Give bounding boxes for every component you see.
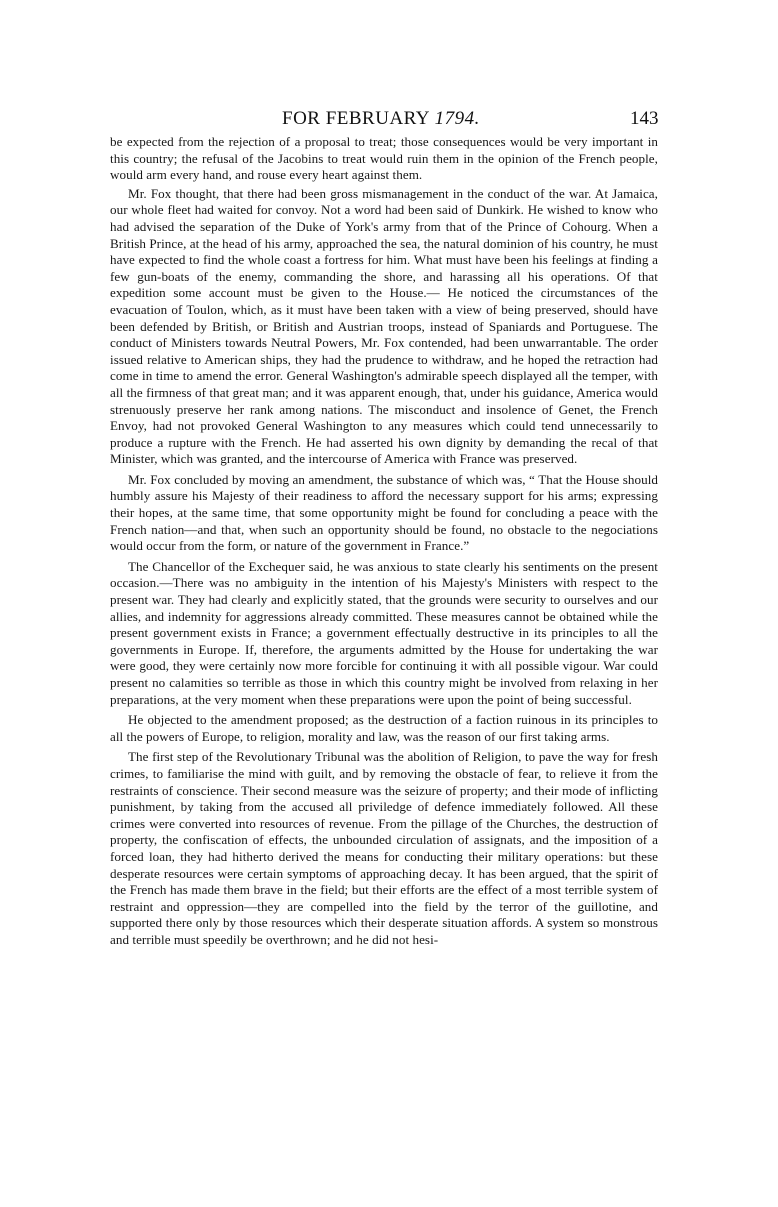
body-text xyxy=(110,134,658,951)
paragraph-chancellor: The Chancellor of the Exchequer said, he was anxious to state clearly his sentiments on the present occasion.—There was no ambiguity in the intention of his Majesty's Ministers with respect to the present war. They had clearly and explicitly stated, that the grounds were security to ourselves and our allies, and indemnity for aggressions already committed. These measures cannot be obtained while the present government exists in France; a government effectually destructive in its principles to all the governments in Europe. If, therefore, the arguments admitted by the House for undertaking the war were good, they were certainly now more forcible for continuing it with all possible vigour. War could present no calamities so terrible as those in which this country might be involved from relaxing in her preparations, at the very moment when these preparations were upon the point of being successful. xyxy=(110,558,658,707)
running-title-text: FOR FEBRUARY xyxy=(282,108,430,129)
paragraph-objection: He objected to the amendment proposed; as the destruction of a faction ruinous in its principles to all the powers of Europe, to religion, morality and law, was the reason of our first taking arms. xyxy=(110,712,658,744)
paragraph-fox-amendment: Mr. Fox concluded by moving an amendment, the substance of which was, “ That the House should humbly assure his Majesty of their readiness to afford the necessary support for his arms; expressing their hopes, at the same time, that some opportunity might be found for concluding a peace with the French nation—and that, when such an opportunity should be found, no obstacle to the negociations would occur from the form, or nature of the government in France.” xyxy=(110,471,658,554)
paragraph-continuation: be expected from the rejection of a proposal to treat; those consequences would be very important in this country; the refusal of the Jacobins to treat would ruin them in the opinion of the French people, would arm every hand, and rouse every heart against them. xyxy=(110,134,658,183)
paragraph-tribunal: The first step of the Revolutionary Tribunal was the abolition of Religion, to pave the way for fresh crimes, to familiarise the mind with guilt, and by removing the obstacle of fear, to relieve it from the restraints of conscience. Their second measure was the seizure of property; and their mode of inflicting punishment, by taking from the accused all priviledge of defence immediately followed. All these crimes were converted into resources of revenue. From the pillage of the Churches, the destruction of property, the confiscation of effects, the unbounded circulation of assignats, and the imposition of a forced loan, they had hitherto derived the means for conducting their military operations: but these desperate resources were certain symptoms of approaching decay. It has been argued, that the spirit of the French has made them brave in the field; but their efforts are the effect of a most terrible system of restraint and oppression—they are compelled into the field by the terror of the guillotine, and supported there only by those resources which their desperate situation affords. A system so monstrous and terrible must speedily be overthrown; and he did not hesi- xyxy=(110,749,658,947)
paragraph-fox-speech: Mr. Fox thought, that there had been gross mismanagement in the conduct of the war. At Jamaica, our whole fleet had waited for convoy. Not a word had been said of Dunkirk. He wished to know who had advised the separation of the Duke of York's army from that of the Prince of Cohourg. When a British Prince, at the head of his army, approached the sea, the natural dominion of his country, he must have expected to find the whole coast a fortress for him. What must have been his feelings at finding a few gun-boats of the enemy, commanding the shore, and harassing all his operations. Of that expedition some account must be given to the House.— He noticed the circumstances of the evacuation of Toulon, which, as it must have been taken with a view of being preserved, should have been defended by British, or British and Austrian troops, instead of Spaniards and Portuguese. The conduct of Ministers towards Neutral Powers, Mr. Fox contended, had been unwarrantable. The order issued relative to American ships, they had the prudence to withdraw, and he hoped the retraction had come in time to amend the error. General Washington's admirable speech displayed all the temper, with all the firmness of that great man; and it was apparent enough, that, under his guidance, America would strenuously preserve her rank among nations. The misconduct and insolence of Genet, the French Envoy, had not provoked General Washington to any measures which could tend unnecessarily to produce a rupture with the French. He had asserted his own dignity by demanding the recal of that Minister, which was granted, and the intercourse of America with France was preserved. xyxy=(110,185,658,467)
running-title-year: 1794. xyxy=(434,108,480,129)
running-title xyxy=(282,108,480,130)
page-number: 143 xyxy=(630,108,659,129)
